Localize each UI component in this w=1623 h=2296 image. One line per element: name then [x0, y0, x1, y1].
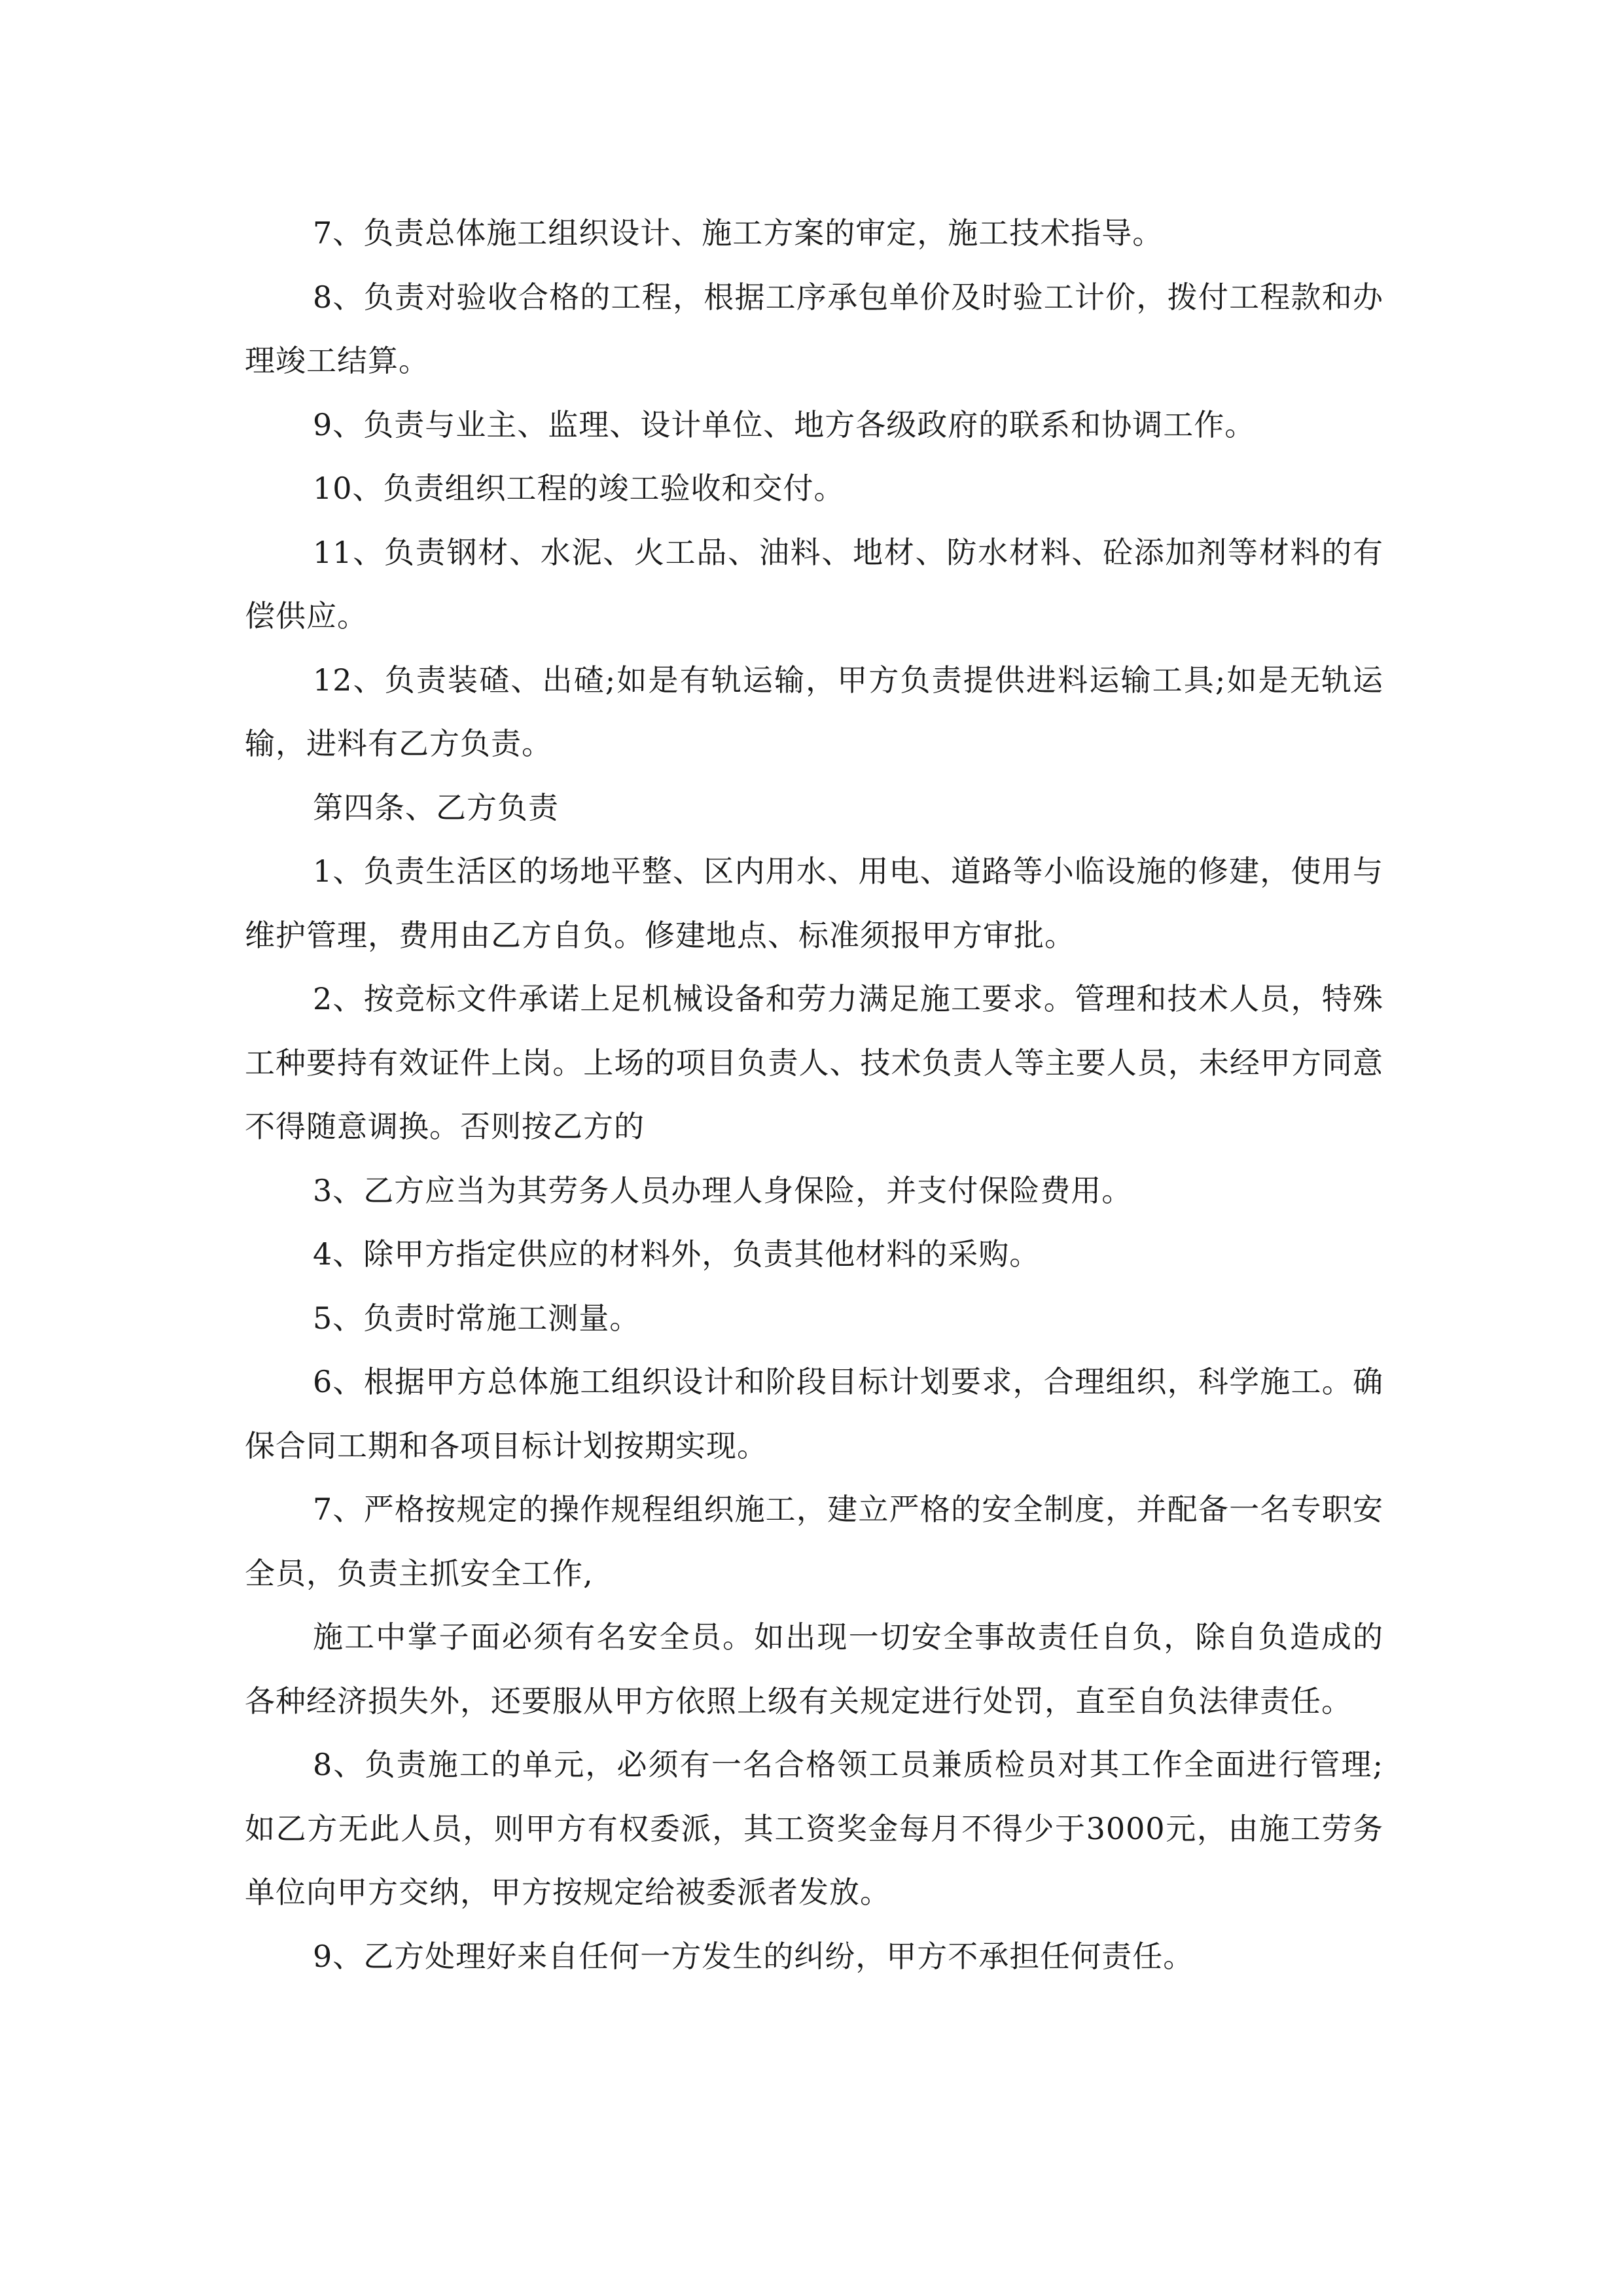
- section-heading: 第四条、乙方负责: [313, 789, 559, 825]
- paragraph: 9、负责与业主、监理、设计单位、地方各级政府的联系和协调工作。: [313, 406, 1256, 442]
- paragraph: 1、负责生活区的场地平整、区内用水、用电、道路等小临设施的修建，使用与维护管理，费用由乙方自负。修建地点、标准须报甲方审批。: [245, 853, 1383, 953]
- paragraph: 8、负责对验收合格的工程，根据工序承包单价及时验工计价，拨付工程款和办理竣工结算。: [245, 279, 1383, 378]
- paragraph: 5、负责时常施工测量。: [313, 1300, 641, 1336]
- paragraph: 4、除甲方指定供应的材料外，负责其他材料的采购。: [313, 1236, 1041, 1272]
- paragraph: 3、乙方应当为其劳务人员办理人身保险，并支付保险费用。: [313, 1172, 1133, 1208]
- paragraph: 2、按竞标文件承诺上足机械设备和劳力满足施工要求。管理和技术人员，特殊工种要持有效证件上岗。上场的项目负责人、技术负责人等主要人员，未经甲方同意不得随意调换。否则按乙方的: [245, 981, 1383, 1144]
- paragraph: 施工中掌子面必须有名安全员。如出现一切安全事故责任自负，除自负造成的各种经济损失外，还要服从甲方依照上级有关规定进行处罚，直至自负法律责任。: [245, 1619, 1383, 1719]
- paragraph: 10、负责组织工程的竣工验收和交付。: [313, 471, 845, 506]
- paragraph: 8、负责施工的单元，必须有一名合格领工员兼质检员对其工作全面进行管理;如乙方无此人员，则甲方有权委派，其工资奖金每月不得少于3000元，由施工劳务单位向甲方交纳，甲方按规定给被委派者发放。: [245, 1747, 1383, 1910]
- paragraph: 7、严格按规定的操作规程组织施工，建立严格的安全制度，并配备一名专职安全员，负责主抓安全工作,: [245, 1492, 1383, 1591]
- document-body: [245, 202, 1383, 1988]
- paragraph: 11、负责钢材、水泥、火工品、油料、地材、防水材料、砼添加剂等材料的有偿供应。: [245, 534, 1383, 634]
- paragraph: 6、根据甲方总体施工组织设计和阶段目标计划要求，合理组织，科学施工。确保合同工期和各项目标计划按期实现。: [245, 1364, 1383, 1463]
- paragraph: 9、乙方处理好来自任何一方发生的纠纷，甲方不承担任何责任。: [313, 1938, 1194, 1974]
- paragraph: 7、负责总体施工组织设计、施工方案的审定，施工技术指导。: [313, 215, 1164, 251]
- paragraph: 12、负责装碴、出碴;如是有轨运输，甲方负责提供进料运输工具;如是无轨运输，进料有乙方负责。: [245, 662, 1383, 761]
